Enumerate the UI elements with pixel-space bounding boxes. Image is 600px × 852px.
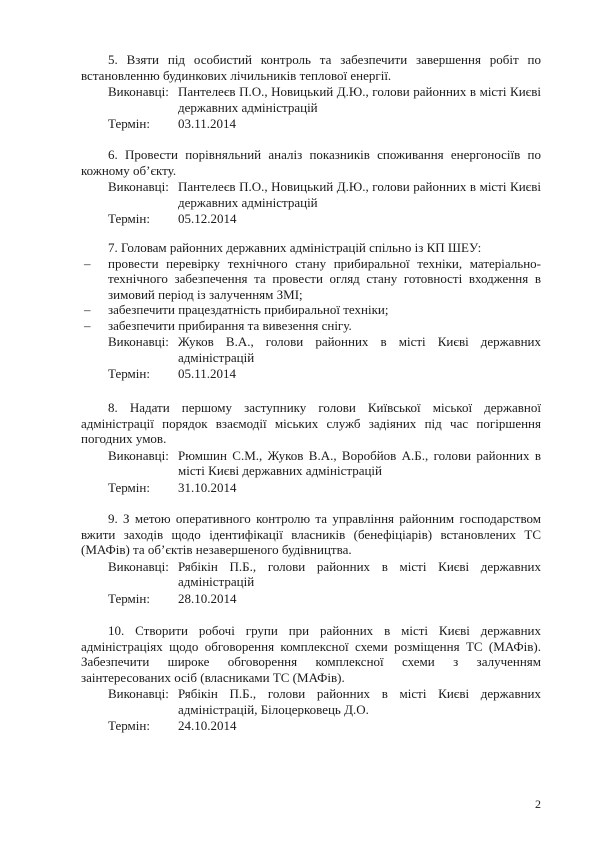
term-row <box>81 211 541 227</box>
term-value: 24.10.2014 <box>178 718 237 733</box>
executors-label: Виконавці: <box>108 179 169 194</box>
term-row <box>81 480 541 496</box>
executors-row <box>81 334 541 365</box>
task-list-item: – забезпечити прибирання та вивезення снігу. <box>81 318 541 334</box>
executors-value: Пантелеєв П.О., Новицький Д.Ю., голови районних в місті Києві державних адміністрацій <box>178 179 541 210</box>
term-row <box>81 591 541 607</box>
order-item-7 <box>81 240 541 382</box>
item-heading: 10. Створити робочі групи при районних в місті Києві державних адміністраціях щодо обговорення комплексної схеми розміщення ТС (МАФів). Забезпечити широке обговорення комплексної схеми з залученням заінтересованих осіб (власниками ТС (МАФів). <box>81 623 541 685</box>
item-heading: 6. Провести порівняльний аналіз показників споживання енергоносіїв по кожному об’єкту. <box>81 147 541 178</box>
term-label: Термін: <box>108 366 150 381</box>
executors-label: Виконавці: <box>108 334 169 349</box>
term-label: Термін: <box>108 590 150 606</box>
task-list-item: – провести перевірку технічного стану прибиральної техніки, матеріально-технічного забезпечення та провести огляд стану готовності входження в зимовий період із залученням ЗМІ; <box>81 256 541 303</box>
order-item-9 <box>81 511 541 606</box>
executors-row <box>81 84 541 115</box>
term-value: 05.11.2014 <box>178 366 237 381</box>
item-heading: 8. Надати першому заступнику голови Київської міської державної адміністрації порядок взаємодії міських служб задіяних під час погіршення погодних умов. <box>81 400 541 446</box>
order-item-8 <box>81 400 541 495</box>
page-number: 2 <box>535 797 541 811</box>
term-value: 31.10.2014 <box>178 479 237 495</box>
task-list-item: – забезпечити працездатність прибиральної техніки; <box>81 302 541 318</box>
item-heading: 5. Взяти під особистий контроль та забезпечити завершення робіт по встановленню будинкових лічильників теплової енергії. <box>81 52 541 83</box>
executors-value: Жуков В.А., голови районних в місті Києві державних адміністрацій <box>178 334 541 365</box>
term-label: Термін: <box>108 479 150 495</box>
executors-label: Виконавці: <box>108 558 169 574</box>
term-label: Термін: <box>108 116 150 131</box>
term-label: Термін: <box>108 718 150 733</box>
order-item-5 <box>81 52 541 132</box>
executors-value: Пантелеєв П.О., Новицький Д.Ю., голови районних в місті Києві державних адміністрацій <box>178 84 541 115</box>
term-label: Термін: <box>108 211 150 226</box>
task-list <box>81 256 541 334</box>
order-item-10 <box>81 623 541 734</box>
item-heading: 9. З метою оперативного контролю та управління районним господарством вжити заходів щодо ідентифікації власників (бенефіціарів) встановлених ТС (МАФів) та об’єктів незавершеного будівництва. <box>81 511 541 557</box>
executors-value: Рябікін П.Б., голови районних в місті Києві державних адміністрацій, Білоцерковець Д.О. <box>178 686 541 717</box>
term-value: 03.11.2014 <box>178 116 237 131</box>
executors-label: Виконавці: <box>108 686 169 701</box>
executors-row <box>81 179 541 210</box>
executors-value: Рябікін П.Б., голови районних в місті Києві державних адміністрацій <box>178 558 541 589</box>
executors-label: Виконавці: <box>108 84 169 99</box>
term-row <box>81 366 541 382</box>
order-item-6 <box>81 147 541 227</box>
term-value: 28.10.2014 <box>178 590 237 606</box>
term-row <box>81 718 541 734</box>
executors-row <box>81 448 541 479</box>
term-value: 05.12.2014 <box>178 211 237 226</box>
item-heading: 7. Головам районних державних адміністрацій спільно із КП ШЕУ: <box>108 240 482 255</box>
executors-row <box>81 686 541 717</box>
executors-label: Виконавці: <box>108 447 169 463</box>
executors-row <box>81 559 541 590</box>
term-row <box>81 116 541 132</box>
executors-value: Рюмшин С.М., Жуков В.А., Воробйов А.Б., голови районних в місті Києві державних адміністрацій <box>178 447 541 478</box>
